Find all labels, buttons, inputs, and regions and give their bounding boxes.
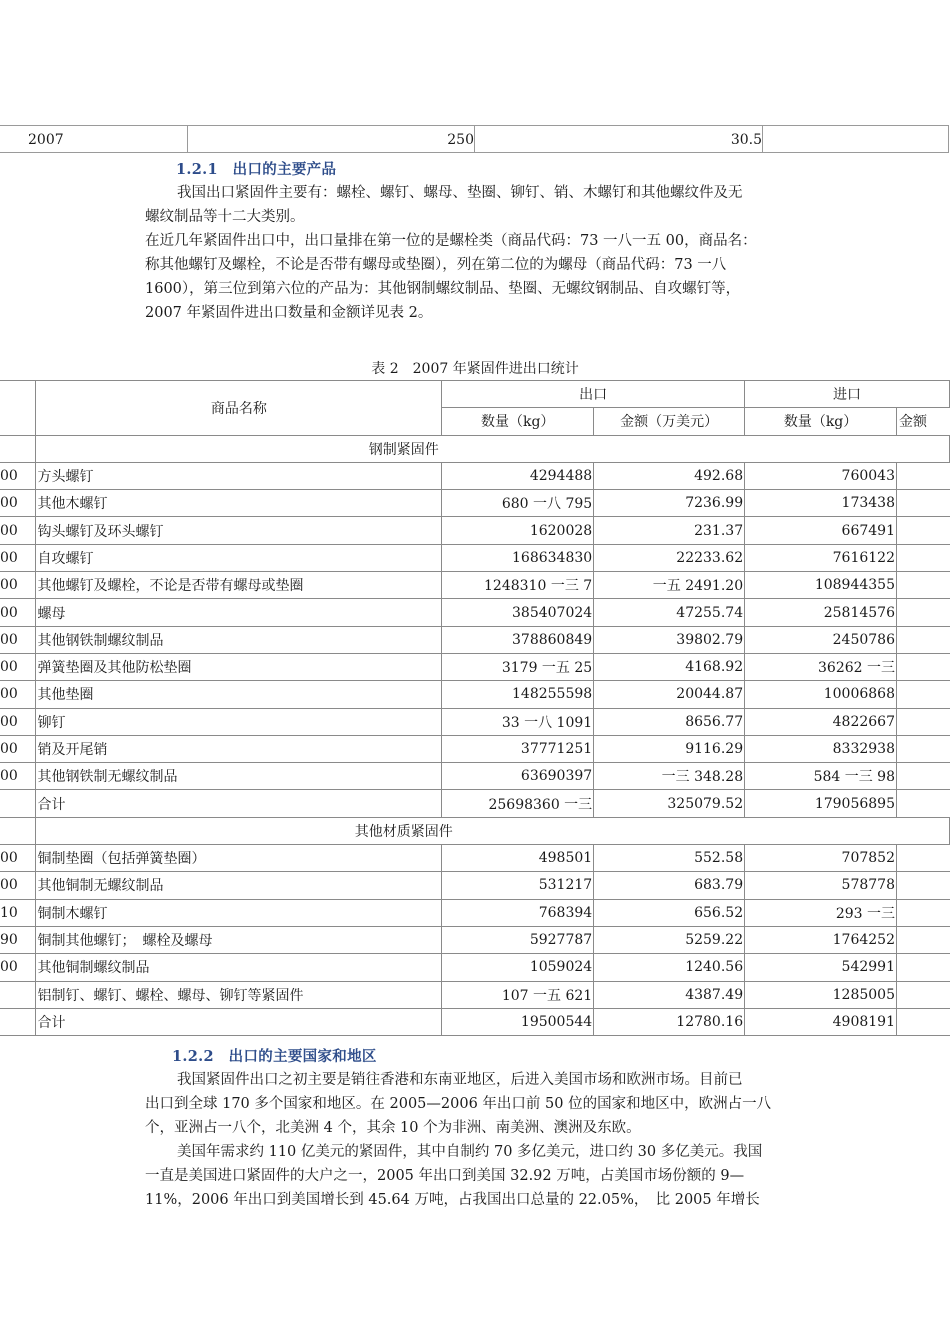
product-code-cell: 00	[0, 872, 36, 899]
export-amount-cell: 22233.62	[594, 544, 745, 571]
product-name-cell: 其他铜制螺纹制品	[36, 954, 442, 981]
export-amount-cell: 39802.79	[594, 626, 745, 653]
product-code-cell: 00	[0, 517, 36, 544]
product-name-cell: 铜制垫圈（包括弹簧垫圈）	[36, 845, 442, 872]
import-amount-cell	[897, 544, 950, 571]
table-row	[0, 926, 950, 953]
import-quantity-cell: 542991	[745, 954, 897, 981]
export-quantity-cell: 1620028	[442, 517, 594, 544]
export-quantity-cell: 25698360 一三	[442, 790, 594, 817]
product-name-cell: 合计	[36, 790, 442, 817]
product-name-cell: 其他钢铁制螺纹制品	[36, 626, 442, 653]
import-quantity-cell: 293 一三	[745, 899, 897, 926]
product-name-cell: 铜制木螺钉	[36, 899, 442, 926]
export-amount-cell: 7236.99	[594, 490, 745, 517]
product-code-cell: 00	[0, 681, 36, 708]
export-quantity-cell: 531217	[442, 872, 594, 899]
export-quantity-cell: 768394	[442, 899, 594, 926]
table-row	[0, 490, 950, 517]
product-code-cell: 00	[0, 708, 36, 735]
table-row	[0, 763, 950, 790]
paragraph-line: 美国年需求约 110 亿美元的紧固件，其中自制约 70 多亿美元，进口约 30 多亿美元。我国	[177, 1144, 763, 1160]
export-header: 出口	[442, 381, 745, 408]
table-row	[0, 572, 950, 599]
column-divider	[187, 126, 188, 152]
table-row	[0, 845, 950, 872]
previous-table-last-row	[0, 125, 949, 153]
import-amount-cell	[897, 490, 950, 517]
section-heading-122: 1.2.2 出口的主要国家和地区	[172, 1048, 377, 1065]
product-name-cell: 其他铜制无螺纹制品	[36, 872, 442, 899]
paragraph-line: 出口到全球 170 多个国家和地区。在 2005—2006 年出口前 50 位的国家和地区中，欧洲占一八	[145, 1096, 772, 1112]
export-amount-cell: 12780.16	[594, 1008, 745, 1035]
export-amount-cell: 4387.49	[594, 981, 745, 1008]
product-name-cell: 铝制钉、螺钉、螺栓、螺母、铆钉等紧固件	[36, 981, 442, 1008]
import-quantity-cell: 2450786	[745, 626, 897, 653]
paragraph-line: 螺纹制品等十二大类别。	[145, 209, 305, 225]
export-quantity-cell: 5927787	[442, 926, 594, 953]
export-amount-cell: 5259.22	[594, 926, 745, 953]
export-amount-cell: 1240.56	[594, 954, 745, 981]
table-row	[0, 954, 950, 981]
import-quantity-cell: 1285005	[745, 981, 897, 1008]
product-code-cell: 00	[0, 954, 36, 981]
table-row	[0, 790, 950, 817]
export-quantity-cell: 378860849	[442, 626, 594, 653]
export-quantity-cell: 680 一八 795	[442, 490, 594, 517]
import-amount-cell	[897, 981, 950, 1008]
export-amount-cell: 20044.87	[594, 681, 745, 708]
import-header: 进口	[745, 381, 950, 408]
product-code-cell: 00	[0, 599, 36, 626]
paragraph-line: 个，亚洲占一八个，北美洲 4 个，其余 10 个为非洲、南美洲、澳洲及东欧。	[145, 1120, 641, 1136]
export-quantity-cell: 107 一五 621	[442, 981, 594, 1008]
table-row	[0, 708, 950, 735]
export-amount-cell: 492.68	[594, 462, 745, 489]
product-code-cell	[0, 790, 36, 817]
export-amount-cell: 8656.77	[594, 708, 745, 735]
section-122-body	[145, 1068, 805, 1212]
import-amount-cell	[897, 462, 950, 489]
product-name-cell: 其他钢铁制无螺纹制品	[36, 763, 442, 790]
export-quantity-cell: 168634830	[442, 544, 594, 571]
import-amount-cell	[897, 763, 950, 790]
product-name-cell: 合计	[36, 1008, 442, 1035]
paragraph-line: 我国紧固件出口之初主要是销往香港和东南亚地区，后进入美国市场和欧洲市场。目前已	[177, 1072, 743, 1088]
group-title-other: 其他材质紧固件	[36, 817, 950, 844]
table-row	[0, 517, 950, 544]
paragraph-line: 在近几年紧固件出口中，出口量排在第一位的是螺栓类（商品代码：73 一八一五 00，商品名：	[145, 233, 757, 249]
paragraph-line: 我国出口紧固件主要有：螺栓、螺钉、螺母、垫圈、铆钉、销、木螺钉和其他螺纹件及无	[177, 185, 743, 201]
import-amount-cell	[897, 653, 950, 680]
import-quantity-cell: 108944355	[745, 572, 897, 599]
export-amount-cell: 一三 348.28	[594, 763, 745, 790]
group-code-cell	[0, 435, 36, 462]
product-code-cell: 00	[0, 735, 36, 762]
export-amount-cell: 656.52	[594, 899, 745, 926]
table-row	[0, 899, 950, 926]
import-quantity-cell: 4908191	[745, 1008, 897, 1035]
paragraph-line: 1600），第三位到第六位的产品为：其他钢制螺纹制品、垫圈、无螺纹钢制品、自攻螺钉等，	[145, 281, 741, 297]
product-name-header: 商品名称	[36, 381, 442, 436]
export-quantity-cell: 385407024	[442, 599, 594, 626]
export-quantity-cell: 19500544	[442, 1008, 594, 1035]
import-quantity-cell: 1764252	[745, 926, 897, 953]
export-amount-cell: 552.58	[594, 845, 745, 872]
column-divider	[474, 126, 475, 152]
export-quantity-cell: 148255598	[442, 681, 594, 708]
table-row	[0, 872, 950, 899]
export-quantity-cell: 498501	[442, 845, 594, 872]
product-code-cell: 00	[0, 544, 36, 571]
product-code-cell	[0, 981, 36, 1008]
export-quantity-header: 数量（kg）	[442, 408, 594, 435]
product-code-cell: 00	[0, 490, 36, 517]
import-amount-cell	[897, 872, 950, 899]
product-name-cell: 铜制其他螺钉； 螺栓及螺母	[36, 926, 442, 953]
import-quantity-cell: 8332938	[745, 735, 897, 762]
export-amount-cell: 4168.92	[594, 653, 745, 680]
table-row	[0, 981, 950, 1008]
table-row	[0, 462, 950, 489]
steel-fastener-rows	[0, 462, 950, 817]
import-quantity-cell: 667491	[745, 517, 897, 544]
table-row	[0, 626, 950, 653]
product-name-cell: 其他垫圈	[36, 681, 442, 708]
import-amount-cell	[897, 681, 950, 708]
fastener-import-export-table	[0, 380, 950, 1036]
import-amount-cell	[897, 926, 950, 953]
product-code-cell: 00	[0, 763, 36, 790]
export-quantity-cell: 63690397	[442, 763, 594, 790]
paragraph-line: 一直是美国进口紧固件的大户之一，2005 年出口到美国 32.92 万吨，占美国市场份额的 9—	[145, 1168, 745, 1184]
import-amount-cell	[897, 1008, 950, 1035]
product-name-cell: 螺母	[36, 599, 442, 626]
export-quantity-cell: 37771251	[442, 735, 594, 762]
section-121-body	[145, 181, 805, 325]
export-amount-cell: 325079.52	[594, 790, 745, 817]
product-code-cell: 00	[0, 653, 36, 680]
value1-cell: 250	[447, 132, 474, 148]
export-quantity-cell: 3179 一五 25	[442, 653, 594, 680]
table-row	[0, 544, 950, 571]
column-divider	[762, 126, 763, 152]
import-amount-cell	[897, 790, 950, 817]
paragraph-line: 称其他螺钉及螺栓，不论是否带有螺母或垫圈），列在第二位的为螺母（商品代码：73 一八	[145, 257, 727, 273]
import-quantity-cell: 173438	[745, 490, 897, 517]
product-code-cell: 00	[0, 626, 36, 653]
section-heading-121: 1.2.1 出口的主要产品	[176, 161, 337, 178]
export-quantity-cell: 33 一八 1091	[442, 708, 594, 735]
paragraph-line: 11%，2006 年出口到美国增长到 45.64 万吨，占我国出口总量的 22.05%， 比 2005 年增长	[145, 1192, 760, 1208]
product-name-cell: 其他木螺钉	[36, 490, 442, 517]
import-amount-cell	[897, 572, 950, 599]
product-code-cell: 00	[0, 572, 36, 599]
product-code-cell: 00	[0, 462, 36, 489]
product-code-cell: 10	[0, 899, 36, 926]
import-amount-cell	[897, 899, 950, 926]
import-amount-header: 金额	[897, 408, 950, 435]
import-quantity-cell: 179056895	[745, 790, 897, 817]
table-row	[0, 735, 950, 762]
product-name-cell: 弹簧垫圈及其他防松垫圈	[36, 653, 442, 680]
import-amount-cell	[897, 626, 950, 653]
product-name-cell: 方头螺钉	[36, 462, 442, 489]
product-name-cell: 铆钉	[36, 708, 442, 735]
import-amount-cell	[897, 954, 950, 981]
code-header	[0, 381, 36, 436]
export-amount-cell: 一五 2491.20	[594, 572, 745, 599]
import-quantity-cell: 4822667	[745, 708, 897, 735]
table-row	[0, 653, 950, 680]
import-quantity-cell: 707852	[745, 845, 897, 872]
product-name-cell: 销及开尾销	[36, 735, 442, 762]
import-quantity-header: 数量（kg）	[745, 408, 897, 435]
table-row	[0, 1008, 950, 1035]
group-code-cell	[0, 817, 36, 844]
export-quantity-cell: 4294488	[442, 462, 594, 489]
import-quantity-cell: 578778	[745, 872, 897, 899]
paragraph-line: 2007 年紧固件进出口数量和金额详见表 2。	[145, 305, 433, 321]
import-amount-cell	[897, 517, 950, 544]
product-name-cell: 钩头螺钉及环头螺钉	[36, 517, 442, 544]
product-name-cell: 自攻螺钉	[36, 544, 442, 571]
year-cell: 2007	[28, 132, 64, 148]
export-amount-cell: 231.37	[594, 517, 745, 544]
import-amount-cell	[897, 599, 950, 626]
product-code-cell: 00	[0, 845, 36, 872]
import-amount-cell	[897, 735, 950, 762]
import-quantity-cell: 10006868	[745, 681, 897, 708]
table-caption: 表 2 2007 年紧固件进出口统计	[371, 361, 579, 377]
product-name-cell: 其他螺钉及螺栓，不论是否带有螺母或垫圈	[36, 572, 442, 599]
import-quantity-cell: 7616122	[745, 544, 897, 571]
import-quantity-cell: 36262 一三	[745, 653, 897, 680]
export-amount-cell: 683.79	[594, 872, 745, 899]
table-row	[0, 599, 950, 626]
group-title-steel: 钢制紧固件	[36, 435, 950, 462]
export-amount-cell: 9116.29	[594, 735, 745, 762]
export-quantity-cell: 1059024	[442, 954, 594, 981]
other-material-fastener-rows	[0, 845, 950, 1036]
value2-cell: 30.5	[730, 132, 762, 148]
export-amount-header: 金额（万美元）	[594, 408, 745, 435]
import-quantity-cell: 760043	[745, 462, 897, 489]
product-code-cell: 90	[0, 926, 36, 953]
import-amount-cell	[897, 845, 950, 872]
export-amount-cell: 47255.74	[594, 599, 745, 626]
product-code-cell	[0, 1008, 36, 1035]
import-quantity-cell: 584 一三 98	[745, 763, 897, 790]
table-row	[0, 681, 950, 708]
export-quantity-cell: 1248310 一三 7	[442, 572, 594, 599]
import-quantity-cell: 25814576	[745, 599, 897, 626]
import-amount-cell	[897, 708, 950, 735]
